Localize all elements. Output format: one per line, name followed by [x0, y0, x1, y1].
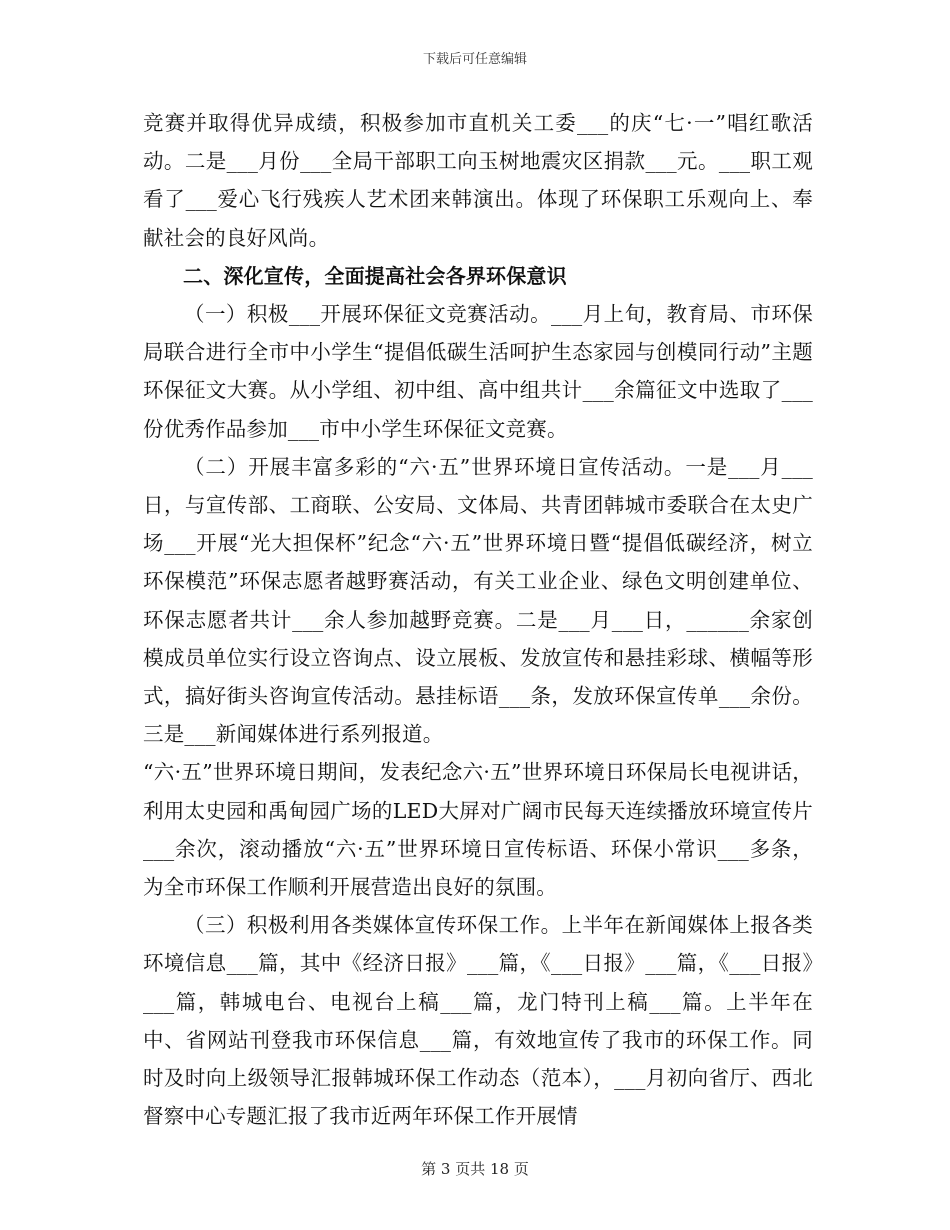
page-footer: 第 3 页共 18 页	[421, 1160, 529, 1178]
document-body	[143, 104, 813, 1135]
paragraph-3: （二）开展丰富多彩的“六·五”世界环境日宣传活动。一是___月___日，与宣传部、工商联、公安局、文体局、共青团韩城市委联合在太史广场___开展“光大担保杯”纪念“六·五”世界环境日暨“提倡低碳经济，树立环保模范”环保志愿者越野赛活动，有关工业企业、绿色文明创建单位、环保志愿者共计___余人参加越野竞赛。二是___月___日，______余家创模成员单位实行设立咨询点、设立展板、发放宣传和悬挂彩球、横幅等形式，搞好街头咨询宣传活动。悬挂标语___条，发放环保宣传单___余份。三是___新闻媒体进行系列报道。	[143, 454, 813, 747]
paragraph-5: （三）积极利用各类媒体宣传环保工作。上半年在新闻媒体上报各类环境信息___篇，其中《经济日报》___篇，《___日报》___篇，《___日报》___篇，韩城电台、电视台上稿___篇，龙门特刊上稿___篇。上半年在中、省网站刊登我市环保信息___篇，有效地宣传了我市的环保工作。同时及时向上级领导汇报韩城环保工作动态（范本），___月初向省厅、西北督察中心专题汇报了我市近两年环保工作开展情	[143, 913, 813, 1129]
paragraph-2: （一）积极___开展环保征文竞赛活动。___月上旬，教育局、市环保局联合进行全市中小学生“提倡低碳生活呵护生态家园与创模同行动”主题环保征文大赛。从小学组、初中组、高中组共计___余篇征文中选取了___份优秀作品参加___市中小学生环保征文竞赛。	[143, 302, 813, 441]
page-header: 下载后可任意编辑	[422, 52, 527, 67]
paragraph-1: 竞赛并取得优异成绩，积极参加市直机关工委___的庆“七·一”唱红歌活动。二是___月份___全局干部职工向玉树地震灾区捐款___元。___职工观看了___爱心飞行残疾人艺术团来韩演出。体现了环保职工乐观向上、奉献社会的良好风尚。	[143, 111, 813, 250]
paragraph-4: “六·五”世界环境日期间，发表纪念六·五”世界环境日环保局长电视讲话，利用太史园和禹甸园广场的LED大屏对广阔市民每天连续播放环境宣传片___余次，滚动播放“六·五”世界环境日宣传标语、环保小常识___多条，为全市环保工作顺利开展营造出良好的氛围。	[143, 760, 813, 900]
section-heading-2: 二、深化宣传，全面提高社会各界环保意识	[183, 263, 567, 288]
